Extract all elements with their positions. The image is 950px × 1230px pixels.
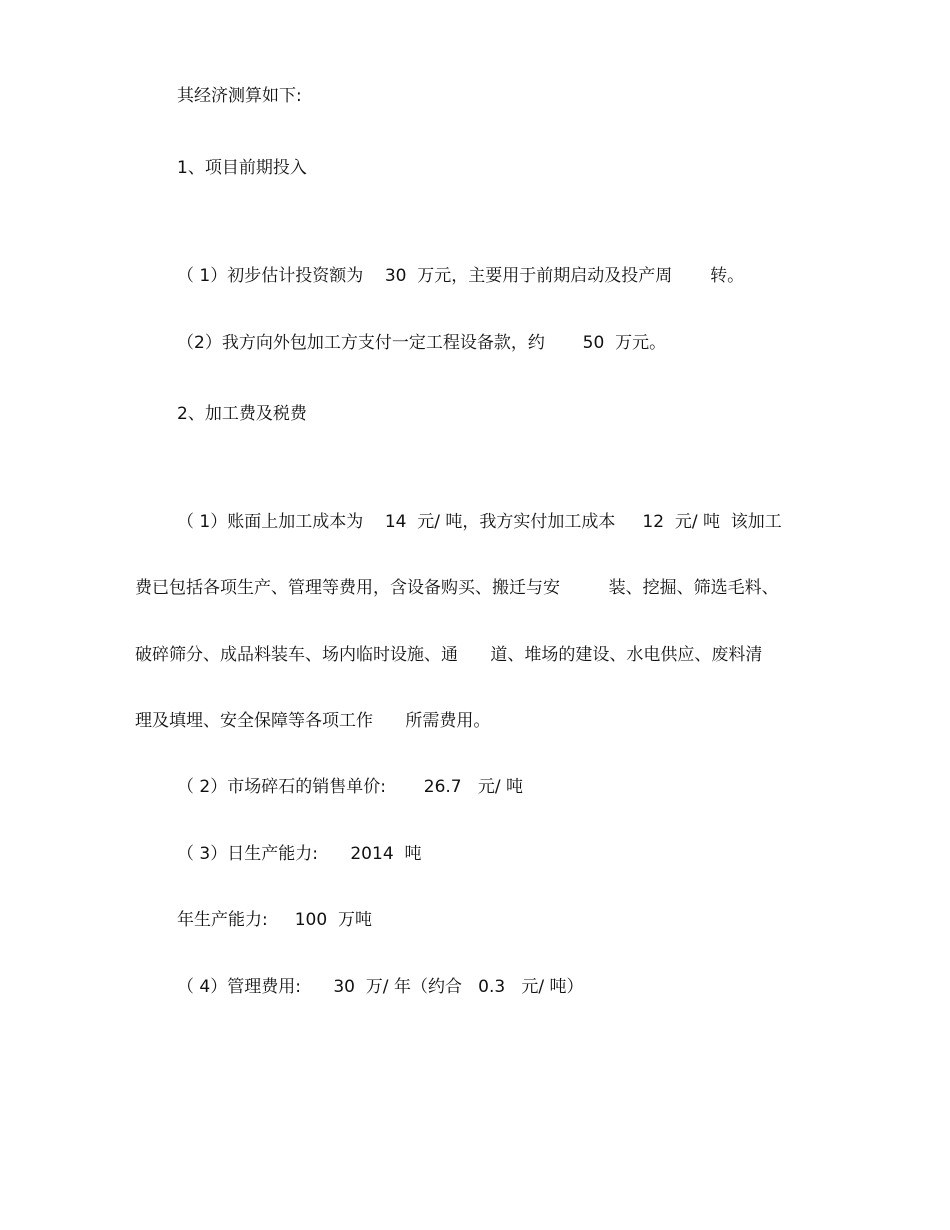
section-2-item-annual-capacity: 年生产能力: 100 万吨 — [177, 910, 373, 930]
section-2-item-management-fee: （ 4）管理费用: 30 万/ 年（约合 0.3 元/ 吨） — [177, 977, 584, 997]
section-1-item-1: （ 1）初步估计投资额为 30 万元，主要用于前期启动及投产周 转。 — [177, 266, 745, 286]
section-2-paragraph-line-3: 破碎筛分、成品料装车、场内临时设施、通 道、堆场的建设、水电供应、废料清 — [135, 645, 763, 665]
section-2-heading: 2、加工费及税费 — [177, 404, 307, 424]
section-2-item-daily-capacity: （ 3）日生产能力: 2014 吨 — [177, 844, 422, 864]
section-2-paragraph-line-1: （ 1）账面上加工成本为 14 元/ 吨，我方实付加工成本 12 元/ 吨 该加工 — [177, 512, 782, 532]
section-2-item-sale-price: （ 2）市场碎石的销售单价: 26.7 元/ 吨 — [177, 777, 523, 797]
section-2-paragraph-line-2: 费已包括各项生产、管理等费用，含设备购买、搬迁与安 装、挖掘、筛选毛料、 — [135, 578, 779, 598]
section-1-heading: 1、项目前期投入 — [177, 158, 307, 178]
section-2-paragraph-line-4: 理及填埋、安全保障等各项工作 所需费用。 — [135, 711, 491, 731]
section-1-item-2: （2）我方向外包加工方支付一定工程设备款，约 50 万元。 — [177, 333, 667, 353]
intro-text: 其经济测算如下: — [177, 86, 302, 106]
